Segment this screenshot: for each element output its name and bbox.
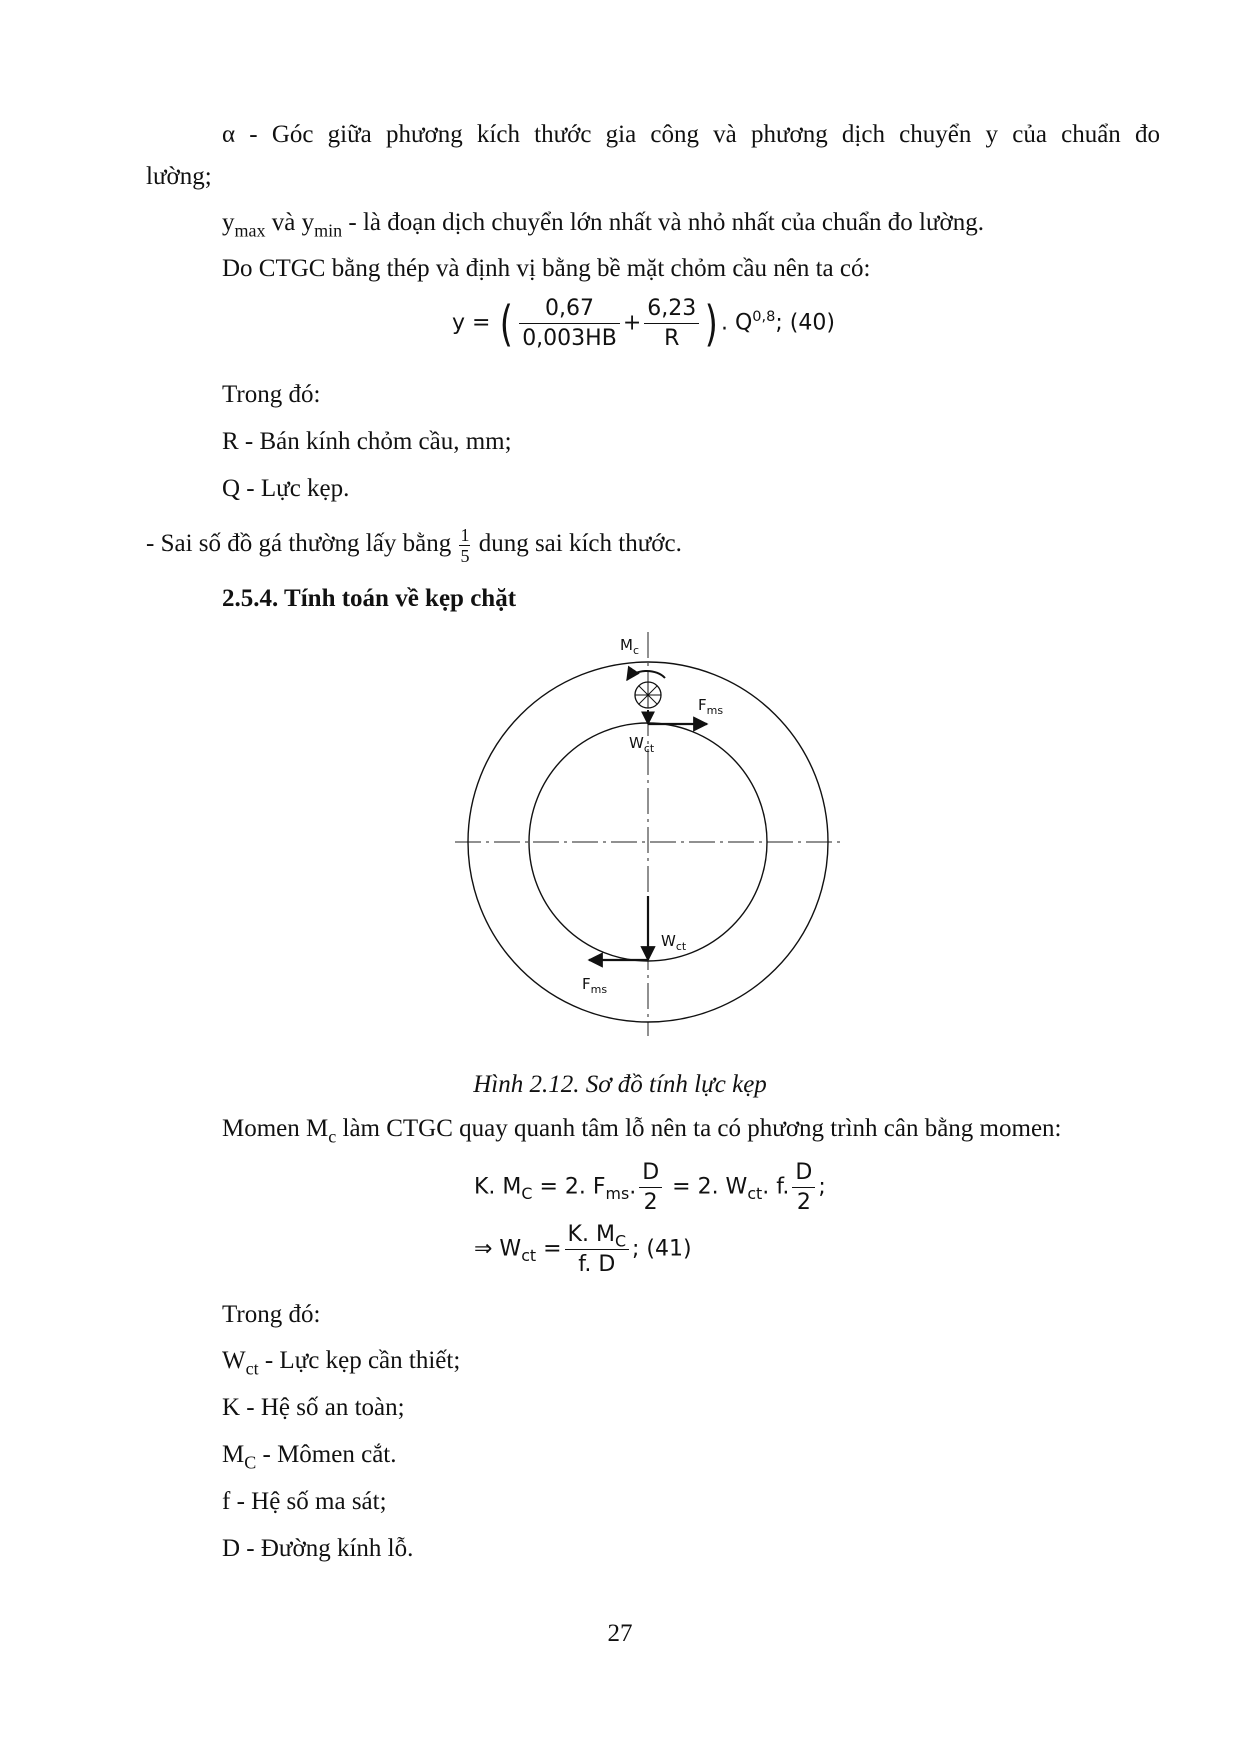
where-label-1: Trong đó: [222,381,321,408]
definition-Mc: $M_C$ - Mômen cắt. [222,1441,397,1473]
mc-label: $M_c$ [620,636,640,657]
wct-top-label: $W_{ct}$ [629,734,655,755]
definition-Wct: $W_{ct}$ - Lực kẹp cần thiết; [222,1347,461,1379]
alpha-definition-text: - Góc giữa phương kích thước gia công và phương dịch chuyển y của chuẩn đo [235,121,1160,148]
alpha-definition [222,118,1160,152]
alpha-symbol: α [222,121,236,148]
equation-41: ⇒ $W_{ct}$ = $\frac{K. M_C}{f. D}$ ; (41) [474,1222,692,1277]
fraction-623: $\frac{6,23}{R}$ [644,296,699,351]
ctgc-statement: Do CTGC bằng thép và định vị bằng bề mặt chỏm cầu nên ta có: [222,255,871,282]
locating-pin-icon [635,682,661,708]
fraction-one-fifth: $\frac{1}{5}$ [460,525,470,566]
definition-R: R - Bán kính chỏm cầu, mm; [222,428,512,455]
fms-bottom-label: $F_{ms}$ [582,975,608,996]
definition-f: f - Hệ số ma sát; [222,1488,387,1515]
fixture-error-note: - Sai số đồ gá thường lấy bằng $\frac{1}{5}$ dung sai kích thước. [146,525,682,566]
moment-statement: Momen $M_c$ làm CTGC quay quanh tâm lỗ nên ta có phương trình cân bằng momen: [222,1115,1062,1147]
moment-balance-equation: K. $M_C = 2$. $F_{ms}$. $\frac{D}{2}$ = 2. $W_{ct}$. f. $\frac{D}{2}$ ; [474,1160,826,1215]
equation-40: y = ( $\frac{0,67}{0,003HB}$ + $\frac{6,23}{R}$ ) . Q$^{0,8}$; (40) [452,295,835,352]
fraction-067: $\frac{0,67}{0,003HB}$ [519,296,620,351]
section-heading: 2.5.4. Tính toán về kẹp chặt [222,585,517,612]
alpha-definition-continuation: lường; [146,163,212,190]
definition-Q: Q - Lực kẹp. [222,475,350,502]
wct-bottom-label: $W_{ct}$ [661,932,687,953]
ymax-ymin-definition: $y_{max}$ và $y_{min}$ - là đoạn dịch chuyển lớn nhất và nhỏ nhất của chuẩn đo lường. [222,209,985,241]
moment-arrow-icon [627,671,665,680]
where-label-2: Trong đó: [222,1301,321,1328]
fms-top-label: $F_{ms}$ [698,696,724,717]
clamping-force-diagram [455,628,855,1048]
definition-D: D - Đường kính lỗ. [222,1535,414,1562]
page-number: 27 [607,1620,633,1647]
definition-K: K - Hệ số an toàn; [222,1394,405,1421]
figure-caption: Hình 2.12. Sơ đồ tính lực kẹp [473,1071,767,1098]
